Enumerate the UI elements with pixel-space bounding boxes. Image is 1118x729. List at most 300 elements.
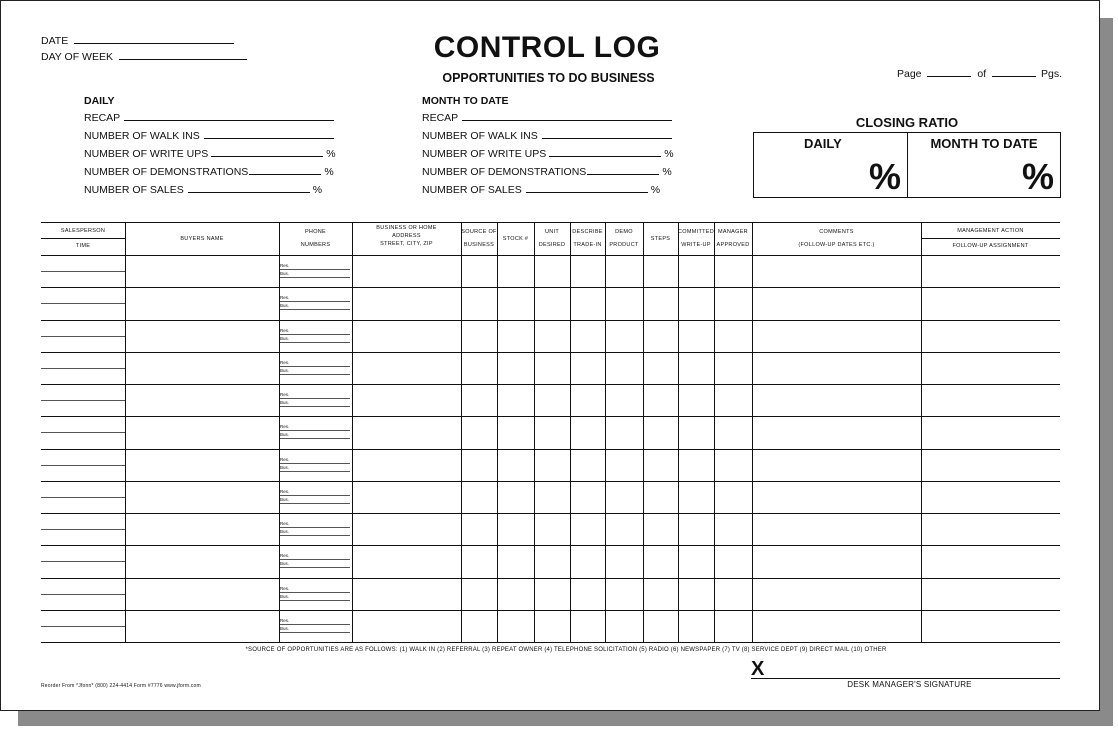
table-cell[interactable] [534, 545, 570, 577]
table-cell[interactable] [279, 287, 352, 319]
table-cell[interactable] [534, 481, 570, 513]
table-cell[interactable] [643, 578, 678, 610]
day-of-week-label: DAY OF WEEK [41, 51, 113, 63]
daily-demonstrations-label: NUMBER OF DEMONSTRATIONS [84, 166, 249, 178]
phone-res-line[interactable] [280, 624, 350, 625]
table-cell[interactable] [534, 578, 570, 610]
table-cell[interactable] [279, 610, 352, 642]
pgs-label: Pgs. [1040, 68, 1062, 80]
table-cell[interactable] [570, 481, 605, 513]
table-cell[interactable] [497, 481, 534, 513]
closing-ratio-daily-label: DAILY [804, 136, 842, 151]
table-cell[interactable] [605, 352, 643, 384]
management-header-split [921, 238, 1060, 239]
daily-sales-field[interactable] [84, 184, 322, 196]
table-cell[interactable] [714, 255, 752, 287]
phone-res-label: Res. [280, 359, 290, 365]
table-cell[interactable] [125, 449, 279, 481]
table-cell[interactable] [125, 352, 279, 384]
table-cell[interactable] [678, 545, 714, 577]
table-cell[interactable] [678, 513, 714, 545]
table-cell[interactable] [461, 481, 497, 513]
column-header: WRITE-UP [681, 242, 711, 248]
table-cell[interactable] [714, 384, 752, 416]
table-cell[interactable] [279, 513, 352, 545]
table-cell[interactable] [752, 610, 921, 642]
table-cell[interactable] [352, 545, 461, 577]
table-cell[interactable] [352, 287, 461, 319]
phone-bus-line[interactable] [280, 535, 350, 536]
phone-res-line[interactable] [280, 495, 350, 496]
table-cell[interactable] [678, 287, 714, 319]
closing-ratio-mtd[interactable] [908, 133, 1060, 197]
mtd-demonstrations-field[interactable] [422, 166, 672, 178]
table-cell[interactable] [678, 449, 714, 481]
of-label: of [977, 68, 987, 80]
table-cell[interactable] [352, 449, 461, 481]
table-cell[interactable] [570, 320, 605, 352]
column-header: BUSINESS [463, 242, 495, 248]
phone-res-label: Res. [280, 392, 290, 397]
column-header: COMMITTED [678, 229, 715, 235]
table-cell[interactable] [125, 384, 279, 416]
column-header: TIME [75, 243, 91, 249]
table-cell[interactable] [643, 416, 678, 448]
table-top-border [41, 222, 1060, 223]
table-cell[interactable] [352, 578, 461, 610]
column-header: SOURCE OF [461, 229, 497, 235]
table-cell[interactable] [497, 513, 534, 545]
mtd-walk-ins-label: NUMBER OF WALK INS [422, 130, 538, 142]
table-cell[interactable] [752, 513, 921, 545]
daily-heading: DAILY [84, 95, 115, 107]
control-log-table [41, 222, 1060, 642]
daily-recap-field[interactable] [84, 112, 334, 124]
mtd-write-ups-pct: % [664, 148, 674, 160]
column-header: COMMENTS [819, 229, 854, 235]
table-cell[interactable] [605, 545, 643, 577]
table-cell[interactable] [643, 352, 678, 384]
phone-bus-label: Bus. [280, 561, 290, 567]
table-cell[interactable] [752, 287, 921, 319]
table-cell[interactable] [279, 416, 352, 448]
daily-write-ups-field[interactable] [84, 148, 336, 160]
table-cell[interactable] [352, 255, 461, 287]
phone-res-label: Res. [280, 295, 290, 301]
table-cell[interactable] [41, 416, 125, 448]
daily-walk-ins-blank[interactable] [204, 130, 334, 139]
daily-demonstrations-field[interactable] [84, 166, 334, 178]
mtd-walk-ins-field[interactable] [422, 130, 672, 142]
column-header: STOCK # [502, 236, 529, 242]
table-cell[interactable] [678, 481, 714, 513]
daily-recap-label: RECAP [84, 112, 121, 124]
table-cell[interactable] [534, 255, 570, 287]
table-cell[interactable] [714, 352, 752, 384]
table-cell[interactable] [643, 610, 678, 642]
table-cell[interactable] [714, 449, 752, 481]
table-cell[interactable] [570, 352, 605, 384]
table-cell[interactable] [605, 578, 643, 610]
table-cell[interactable] [352, 610, 461, 642]
table-cell[interactable] [534, 416, 570, 448]
phone-bus-line[interactable] [280, 374, 350, 375]
table-cell[interactable] [921, 287, 1060, 319]
phone-bus-line[interactable] [280, 567, 350, 568]
table-cell[interactable] [605, 416, 643, 448]
table-cell[interactable] [643, 384, 678, 416]
daily-recap-blank[interactable] [124, 112, 334, 121]
column-header: (FOLLOW-UP DATES ETC.) [798, 242, 875, 248]
table-cell[interactable] [678, 578, 714, 610]
table-cell[interactable] [605, 255, 643, 287]
mtd-recap-label: RECAP [422, 112, 459, 124]
table-cell[interactable] [752, 481, 921, 513]
phone-bus-label: Bus. [280, 593, 290, 599]
closing-ratio-mtd-pct: % [1021, 156, 1054, 197]
table-cell[interactable] [714, 416, 752, 448]
column-header: BUSINESS OR HOME [376, 225, 437, 231]
table-cell[interactable] [41, 352, 125, 384]
table-cell[interactable] [921, 610, 1060, 642]
column-header: APPROVED [716, 242, 750, 248]
table-cell[interactable] [279, 481, 352, 513]
page-number-blank[interactable] [927, 68, 971, 77]
table-cell[interactable] [352, 384, 461, 416]
column-header: PHONE [304, 229, 327, 235]
signature-line[interactable] [751, 678, 1060, 679]
table-cell[interactable] [279, 255, 352, 287]
table-cell[interactable] [605, 384, 643, 416]
phone-res-line[interactable] [280, 527, 350, 528]
table-cell[interactable] [279, 320, 352, 352]
table-cell[interactable] [714, 513, 752, 545]
phone-bus-line[interactable] [280, 632, 350, 633]
table-cell[interactable] [534, 287, 570, 319]
table-cell[interactable] [752, 384, 921, 416]
table-cell[interactable] [279, 545, 352, 577]
table-cell[interactable] [41, 384, 125, 416]
table-cell[interactable] [921, 578, 1060, 610]
mtd-sales-blank[interactable] [526, 184, 648, 193]
table-cell[interactable] [643, 481, 678, 513]
table-cell[interactable] [461, 255, 497, 287]
daily-sales-blank[interactable] [188, 184, 310, 193]
phone-bus-label: Bus. [280, 271, 290, 276]
table-cell[interactable] [461, 287, 497, 319]
column-header: BUYERS NAME [180, 236, 224, 242]
phone-bus-label: Bus. [280, 529, 290, 534]
table-cell[interactable] [605, 513, 643, 545]
table-cell[interactable] [678, 384, 714, 416]
table-cell[interactable] [570, 449, 605, 481]
phone-res-label: Res. [280, 521, 290, 526]
table-cell[interactable] [921, 513, 1060, 545]
table-cell[interactable] [125, 481, 279, 513]
column-header: SALESPERSON [60, 228, 106, 234]
table-cell[interactable] [643, 513, 678, 545]
table-cell[interactable] [461, 578, 497, 610]
table-cell[interactable] [352, 320, 461, 352]
daily-sales-pct: % [312, 184, 323, 196]
table-cell[interactable] [497, 578, 534, 610]
table-cell[interactable] [921, 384, 1060, 416]
table-cell[interactable] [752, 578, 921, 610]
table-cell[interactable] [534, 384, 570, 416]
phone-bus-line[interactable] [280, 277, 350, 278]
table-cell[interactable] [605, 449, 643, 481]
table-cell[interactable] [461, 384, 497, 416]
phone-bus-label: Bus. [280, 464, 290, 470]
table-cell[interactable] [125, 545, 279, 577]
phone-bus-line[interactable] [280, 438, 350, 439]
daily-demonstrations-pct: % [324, 166, 334, 178]
table-cell[interactable] [605, 320, 643, 352]
phone-res-line[interactable] [280, 301, 350, 302]
table-cell[interactable] [461, 610, 497, 642]
table-cell[interactable] [279, 384, 352, 416]
table-cell[interactable] [41, 610, 125, 642]
phone-bus-line[interactable] [280, 309, 350, 310]
table-cell[interactable] [678, 610, 714, 642]
phone-res-label: Res. [280, 456, 290, 462]
phone-bus-label: Bus. [280, 625, 290, 631]
table-cell[interactable] [643, 545, 678, 577]
column-header: DESCRIBE [572, 229, 603, 235]
mtd-write-ups-label: NUMBER OF WRITE UPS [422, 148, 547, 160]
mtd-recap-blank[interactable] [462, 112, 672, 121]
closing-ratio-box [753, 132, 1061, 198]
table-cell[interactable] [534, 513, 570, 545]
mtd-heading: MONTH TO DATE [422, 95, 509, 107]
table-cell[interactable] [41, 287, 125, 319]
table-cell[interactable] [41, 545, 125, 577]
table-cell[interactable] [678, 320, 714, 352]
table-cell[interactable] [497, 384, 534, 416]
table-cell[interactable] [125, 287, 279, 319]
table-cell[interactable] [461, 449, 497, 481]
table-cell[interactable] [461, 513, 497, 545]
column-header: MANAGER [718, 229, 748, 235]
table-cell[interactable] [570, 287, 605, 319]
table-cell[interactable] [921, 352, 1060, 384]
column-header: MANAGEMENT ACTION [957, 228, 1024, 234]
column-header: ADDRESS [392, 233, 421, 239]
table-cell[interactable] [125, 610, 279, 642]
table-cell[interactable] [497, 610, 534, 642]
mtd-recap-field[interactable] [422, 112, 672, 124]
column-header: FOLLOW-UP ASSIGNMENT [952, 243, 1029, 249]
signature-mark: X [751, 658, 765, 680]
page-subtitle: OPPORTUNITIES TO DO BUSINESS [442, 71, 655, 85]
column-header: DESIRED [538, 242, 566, 248]
phone-res-line[interactable] [280, 559, 350, 560]
table-cell[interactable] [643, 449, 678, 481]
table-cell[interactable] [534, 352, 570, 384]
mtd-write-ups-field[interactable] [422, 148, 674, 160]
phone-bus-line[interactable] [280, 600, 350, 601]
phone-res-label: Res. [280, 424, 290, 430]
phone-res-label: Res. [280, 488, 290, 494]
table-cell[interactable] [41, 513, 125, 545]
column-header: PRODUCT [609, 242, 639, 248]
table-cell[interactable] [714, 320, 752, 352]
table-cell[interactable] [643, 287, 678, 319]
table-cell[interactable] [752, 416, 921, 448]
phone-bus-line[interactable] [280, 503, 350, 504]
phone-res-line[interactable] [280, 366, 350, 367]
table-cell[interactable] [605, 287, 643, 319]
table-cell[interactable] [352, 352, 461, 384]
table-cell[interactable] [714, 287, 752, 319]
page-count-field[interactable] [897, 68, 1062, 80]
table-cell[interactable] [41, 320, 125, 352]
phone-res-label: Res. [280, 263, 290, 268]
mtd-demonstrations-blank[interactable] [587, 166, 659, 175]
table-cell[interactable] [279, 578, 352, 610]
column-header: TRADE-IN [573, 242, 602, 248]
mtd-sales-pct: % [650, 184, 661, 196]
phone-bus-line[interactable] [280, 471, 350, 472]
table-cell[interactable] [125, 578, 279, 610]
column-header: STEPS [650, 236, 671, 242]
phone-res-label: Res. [280, 585, 290, 591]
daily-write-ups-blank[interactable] [211, 148, 323, 157]
column-header: UNIT [544, 229, 560, 235]
table-cell[interactable] [534, 449, 570, 481]
phone-bus-label: Bus. [280, 432, 290, 438]
salesperson-header-split [41, 238, 125, 239]
daily-walk-ins-label: NUMBER OF WALK INS [84, 130, 200, 142]
table-cell[interactable] [125, 513, 279, 545]
table-cell[interactable] [279, 449, 352, 481]
phone-bus-label: Bus. [280, 303, 290, 309]
table-cell[interactable] [714, 481, 752, 513]
table-cell[interactable] [714, 545, 752, 577]
table-cell[interactable] [570, 610, 605, 642]
phone-res-line[interactable] [280, 592, 350, 593]
page-title: CONTROL LOG [433, 31, 661, 64]
phone-res-line[interactable] [280, 398, 350, 399]
table-cell[interactable] [752, 255, 921, 287]
table-cell[interactable] [714, 578, 752, 610]
phone-res-line[interactable] [280, 463, 350, 464]
phone-res-label: Res. [280, 617, 290, 623]
table-cell[interactable] [643, 320, 678, 352]
column-header: NUMBERS [300, 242, 331, 248]
table-cell[interactable] [570, 513, 605, 545]
table-cell[interactable] [352, 481, 461, 513]
table-cell[interactable] [125, 255, 279, 287]
table-cell[interactable] [921, 481, 1060, 513]
table-cell[interactable] [714, 610, 752, 642]
table-cell[interactable] [643, 255, 678, 287]
closing-ratio-daily[interactable] [754, 133, 908, 197]
phone-res-line[interactable] [280, 430, 350, 431]
page-total-blank[interactable] [992, 68, 1036, 77]
table-cell[interactable] [125, 320, 279, 352]
signature-label: DESK MANAGER'S SIGNATURE [847, 680, 972, 689]
mtd-demonstrations-label: NUMBER OF DEMONSTRATIONS [422, 166, 587, 178]
table-cell[interactable] [570, 255, 605, 287]
table-cell[interactable] [461, 545, 497, 577]
table-cell[interactable] [497, 255, 534, 287]
table-cell[interactable] [921, 449, 1060, 481]
table-cell[interactable] [497, 352, 534, 384]
table-cell[interactable] [41, 255, 125, 287]
daily-sales-label: NUMBER OF SALES [84, 184, 184, 196]
phone-bus-line[interactable] [280, 342, 350, 343]
table-cell[interactable] [752, 352, 921, 384]
table-cell[interactable] [125, 416, 279, 448]
table-cell[interactable] [678, 416, 714, 448]
table-cell[interactable] [570, 384, 605, 416]
daily-walk-ins-field[interactable] [84, 130, 334, 142]
table-cell[interactable] [497, 287, 534, 319]
table-cell[interactable] [461, 416, 497, 448]
mtd-walk-ins-blank[interactable] [542, 130, 672, 139]
phone-res-line[interactable] [280, 334, 350, 335]
phone-res-line[interactable] [280, 269, 350, 270]
closing-ratio-daily-pct: % [868, 156, 901, 197]
date-label: DATE [41, 35, 69, 47]
table-cell[interactable] [461, 352, 497, 384]
table-cell[interactable] [279, 352, 352, 384]
table-cell[interactable] [570, 416, 605, 448]
mtd-demonstrations-pct: % [662, 166, 672, 178]
table-cell[interactable] [497, 545, 534, 577]
table-cell[interactable] [752, 320, 921, 352]
table-cell[interactable] [678, 255, 714, 287]
table-cell[interactable] [461, 320, 497, 352]
mtd-sales-field[interactable] [422, 184, 660, 196]
table-cell[interactable] [534, 320, 570, 352]
table-cell[interactable] [534, 610, 570, 642]
column-header: DEMO [615, 229, 633, 235]
table-cell[interactable] [352, 416, 461, 448]
table-row-border [41, 642, 1060, 643]
table-cell[interactable] [497, 320, 534, 352]
table-cell[interactable] [605, 481, 643, 513]
table-cell[interactable] [921, 545, 1060, 577]
table-cell[interactable] [41, 578, 125, 610]
table-cell[interactable] [605, 610, 643, 642]
table-cell[interactable] [497, 449, 534, 481]
phone-bus-label: Bus. [280, 367, 290, 373]
daily-demonstrations-blank[interactable] [249, 166, 321, 175]
source-footnote: *SOURCE OF OPPORTUNITIES ARE AS FOLLOWS: (1) WALK IN (2) REFERRAL (3) REPEAT OWNER (4) TELEPHONE SOLICITATION (5) RADIO (6) NEWSPAPER (7) TV (8) SERVICE DEPT (9) DIRECT MAIL (10) OTHER [245, 647, 887, 653]
table-cell[interactable] [921, 320, 1060, 352]
table-cell[interactable] [921, 255, 1060, 287]
table-cell[interactable] [678, 352, 714, 384]
table-cell[interactable] [570, 578, 605, 610]
table-cell[interactable] [41, 481, 125, 513]
table-cell[interactable] [352, 513, 461, 545]
table-cell[interactable] [921, 416, 1060, 448]
page-label: Page [897, 68, 922, 80]
daily-write-ups-pct: % [326, 148, 336, 160]
column-header: STREET, CITY, ZIP [380, 241, 433, 247]
phone-bus-line[interactable] [280, 406, 350, 407]
table-cell[interactable] [41, 449, 125, 481]
table-cell[interactable] [752, 449, 921, 481]
table-cell[interactable] [752, 545, 921, 577]
closing-ratio-mtd-label: MONTH TO DATE [930, 136, 1038, 151]
table-cell[interactable] [570, 545, 605, 577]
table-cell[interactable] [497, 416, 534, 448]
daily-write-ups-label: NUMBER OF WRITE UPS [84, 148, 209, 160]
mtd-write-ups-blank[interactable] [549, 148, 661, 157]
